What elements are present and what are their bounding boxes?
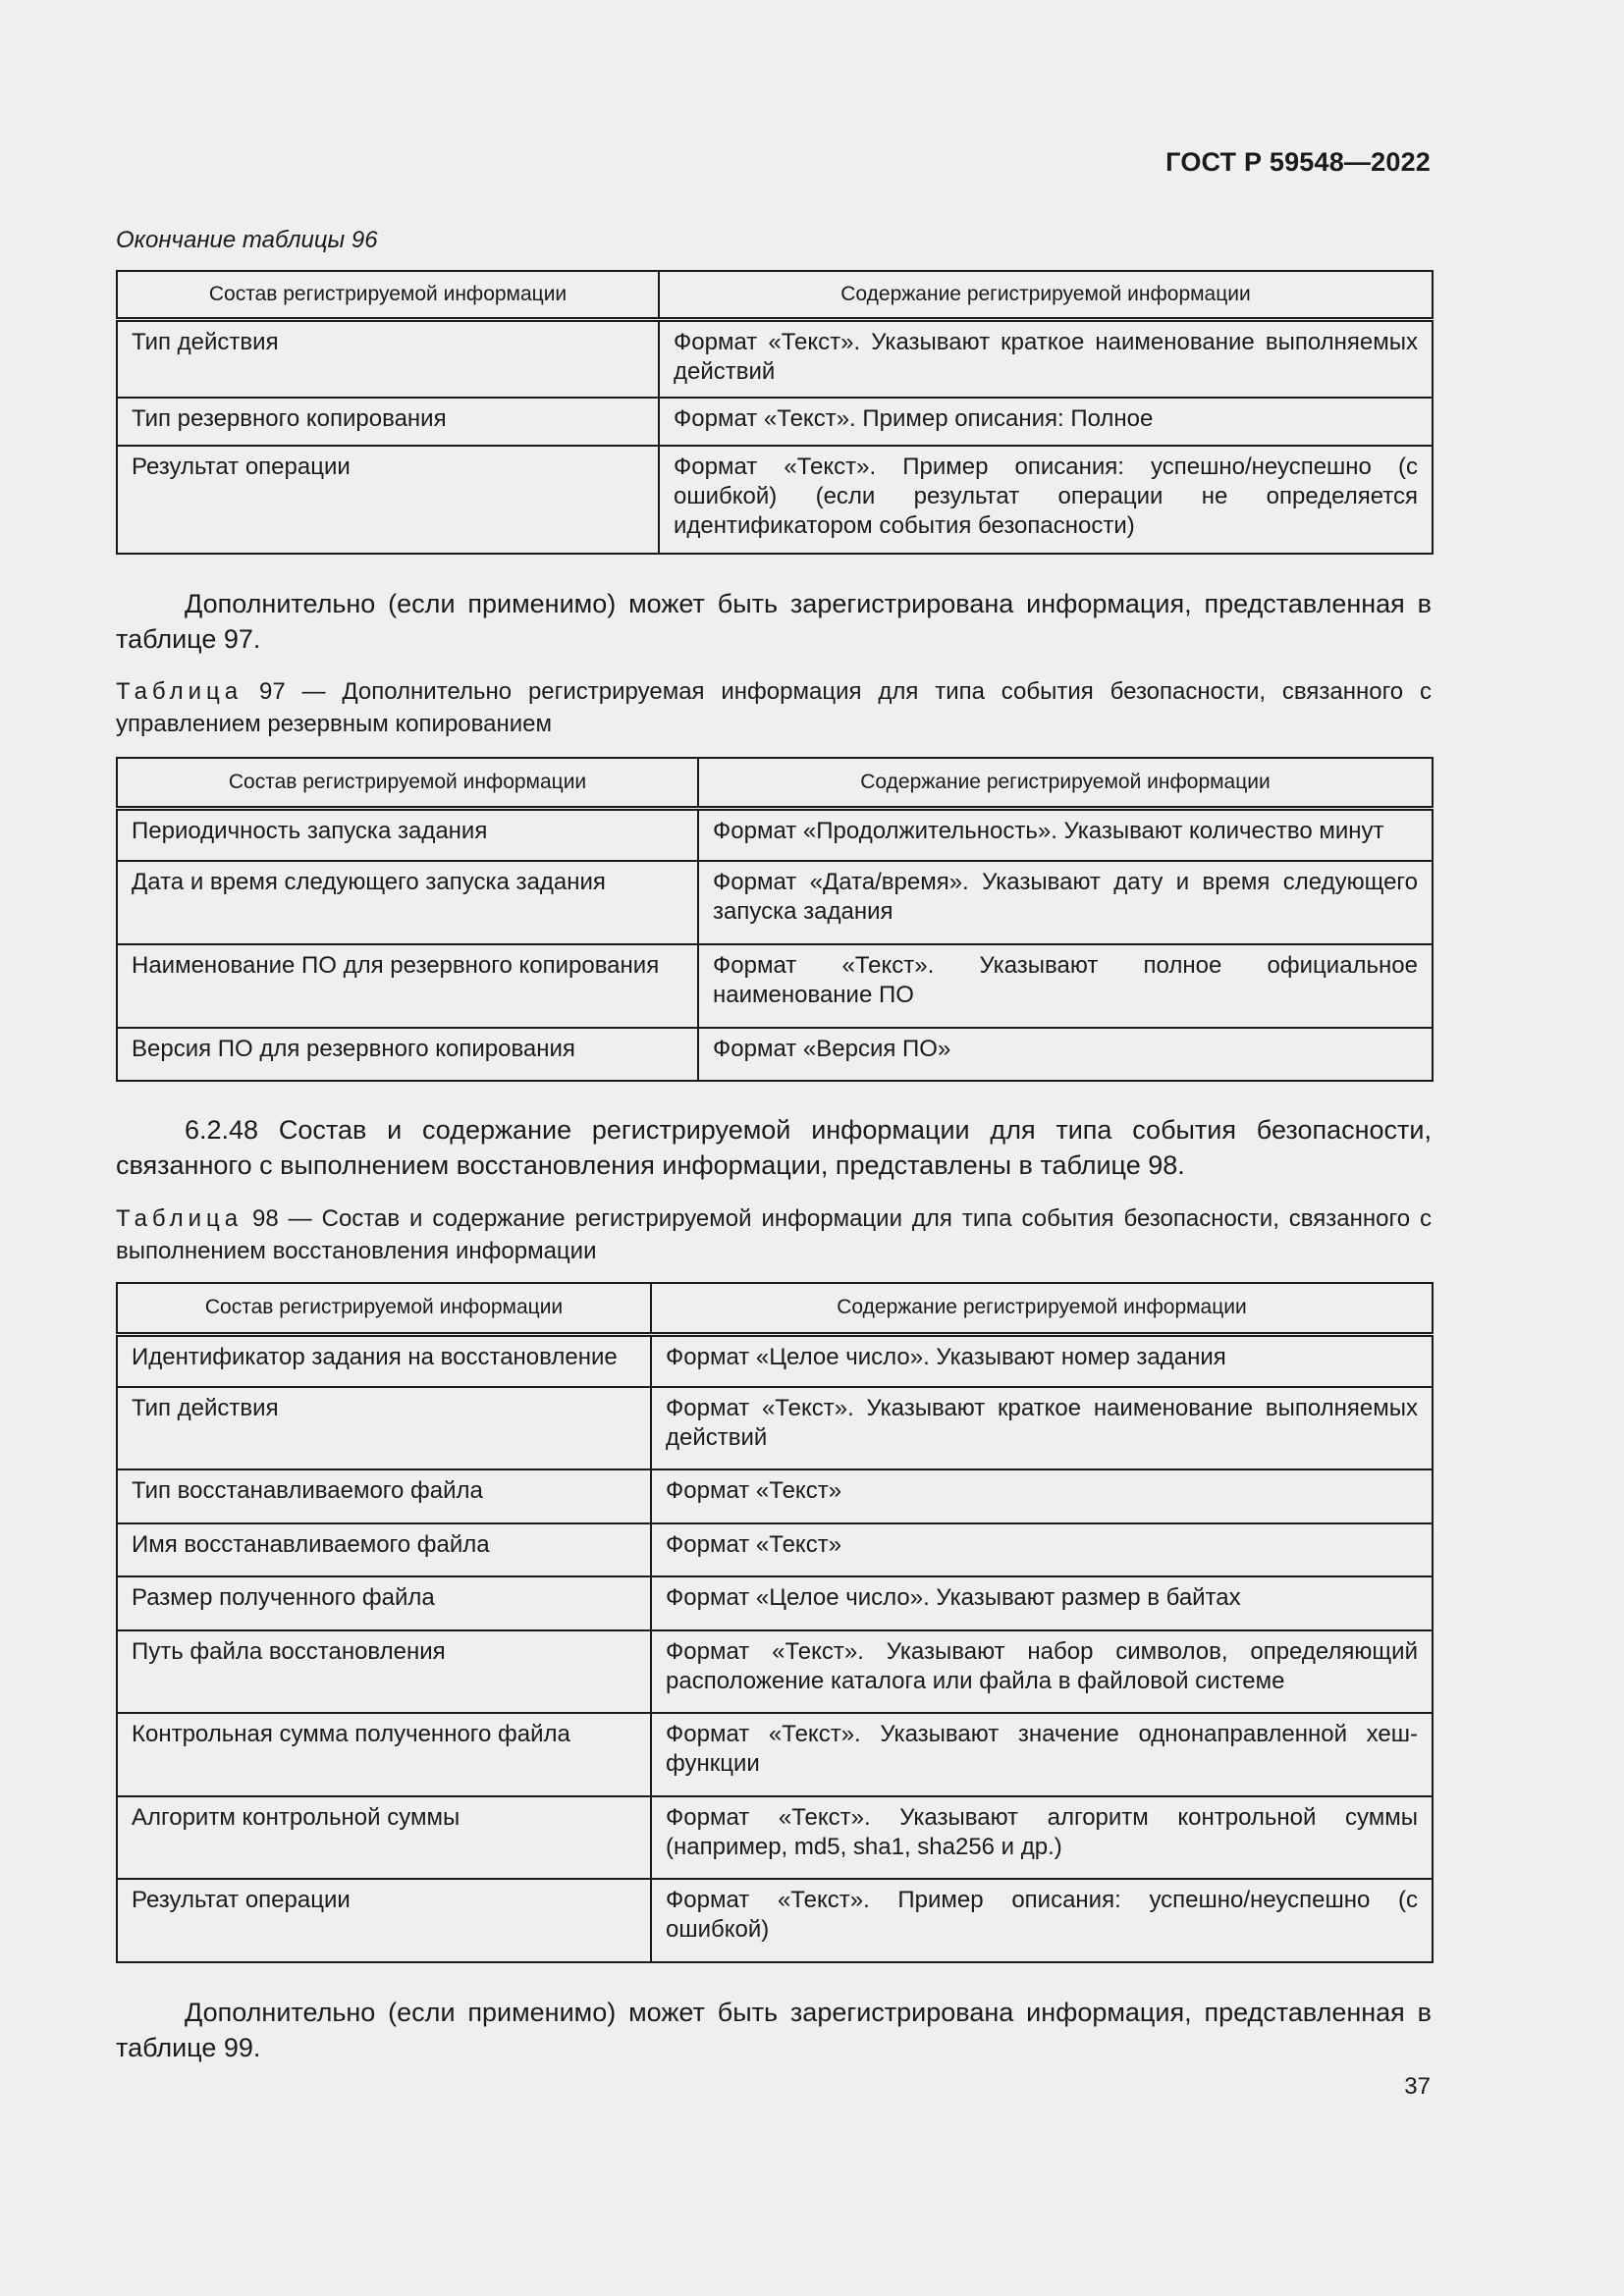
row-name: Размер полученного файла [117,1576,651,1630]
row-content: Формат «Дата/время». Указывают дату и время следующего запуска задания [698,861,1433,944]
row-content: Формат «Текст». Пример описания: Полное [659,398,1433,446]
table-96 [116,270,1434,555]
row-content: Формат «Текст». Указывают набор символов, определяющий расположение каталога или файла в файловой системе [651,1630,1433,1713]
table-row [117,1879,1433,1962]
column-header: Содержание регистрируемой информации [698,758,1433,808]
row-content: Формат «Целое число». Указывают номер задания [651,1334,1433,1387]
row-name: Тип восстанавливаемого файла [117,1469,651,1523]
row-content: Формат «Текст». Указывают краткое наименование выполняемых действий [651,1387,1433,1469]
row-content: Формат «Продолжительность». Указывают количество минут [698,808,1433,861]
table-row [117,1630,1433,1713]
table-row [117,446,1433,554]
row-name: Результат операции [117,1879,651,1962]
table-row [117,319,1433,398]
table-row [117,944,1433,1028]
row-name: Алгоритм контрольной суммы [117,1796,651,1879]
table-caption-text: 98 — Состав и содержание регистрируемой информации для типа события безопасности, связанного с выполнением восстановления информации [116,1205,1432,1264]
row-name: Дата и время следующего запуска задания [117,861,698,944]
table-96-continuation-caption: Окончание таблицы 96 [116,227,378,253]
row-name: Путь файла восстановления [117,1630,651,1713]
page-number: 37 [1404,2073,1431,2100]
row-name: Тип действия [117,1387,651,1469]
table-97-caption [116,675,1432,740]
table-row [117,1334,1433,1387]
row-content: Формат «Текст» [651,1523,1433,1576]
row-name: Тип резервного копирования [117,398,659,446]
row-content: Формат «Текст». Пример описания: успешно/неуспешно (с ошибкой) (если результат операции не определяется идентификатором события безопасности) [659,446,1433,554]
paragraph: Дополнительно (если применимо) может быть зарегистрирована информация, представленная в таблице 99. [116,1998,1432,2062]
table-label: Таблица [116,1205,244,1232]
document-code: ГОСТ Р 59548—2022 [1165,147,1431,177]
column-header: Состав регистрируемой информации [117,1283,651,1334]
row-name: Имя восстанавливаемого файла [117,1523,651,1576]
table-row [117,1387,1433,1469]
row-content: Формат «Текст». Указывают алгоритм контрольной суммы (например, md5, sha1, sha256 и др.) [651,1796,1433,1879]
row-name: Результат операции [117,446,659,554]
table-98-caption [116,1202,1432,1267]
row-content: Формат «Текст». Указывают значение однонаправленной хеш-функции [651,1713,1433,1796]
row-name: Контрольная сумма полученного файла [117,1713,651,1796]
table-row [117,808,1433,861]
table-row [117,1576,1433,1630]
table-row [117,1713,1433,1796]
table-row [117,1796,1433,1879]
row-content: Формат «Версия ПО» [698,1028,1433,1081]
table-header-row [117,758,1433,808]
paragraph: Дополнительно (если применимо) может быть зарегистрирована информация, представленная в таблице 97. [116,589,1432,654]
table-label: Таблица [116,678,244,705]
row-content: Формат «Текст». Указывают полное официальное наименование ПО [698,944,1433,1028]
table-row [117,1028,1433,1081]
row-name: Версия ПО для резервного копирования [117,1028,698,1081]
row-content: Формат «Текст» [651,1469,1433,1523]
table-row [117,861,1433,944]
row-content: Формат «Текст». Указывают краткое наименование выполняемых действий [659,319,1433,398]
table-98 [116,1282,1434,1963]
table-caption-text: 97 — Дополнительно регистрируемая информация для типа события безопасности, связанного с управлением резервным копированием [116,678,1432,737]
table-row [117,1469,1433,1523]
row-name: Наименование ПО для резервного копирования [117,944,698,1028]
table-header-row [117,1283,1433,1334]
row-name: Тип действия [117,319,659,398]
table-header-row [117,271,1433,319]
table-97 [116,757,1434,1082]
row-name: Периодичность запуска задания [117,808,698,861]
table-row [117,1523,1433,1576]
table-row [117,398,1433,446]
column-header: Состав регистрируемой информации [117,758,698,808]
column-header: Содержание регистрируемой информации [651,1283,1433,1334]
row-content: Формат «Целое число». Указывают размер в байтах [651,1576,1433,1630]
column-header: Состав регистрируемой информации [117,271,659,319]
row-content: Формат «Текст». Пример описания: успешно/неуспешно (с ошибкой) [651,1879,1433,1962]
column-header: Содержание регистрируемой информации [659,271,1433,319]
row-name: Идентификатор задания на восстановление [117,1334,651,1387]
paragraph: 6.2.48 Состав и содержание регистрируемой информации для типа события безопасности, связанного с выполнением восстановления информации, представлены в таблице 98. [116,1115,1432,1180]
